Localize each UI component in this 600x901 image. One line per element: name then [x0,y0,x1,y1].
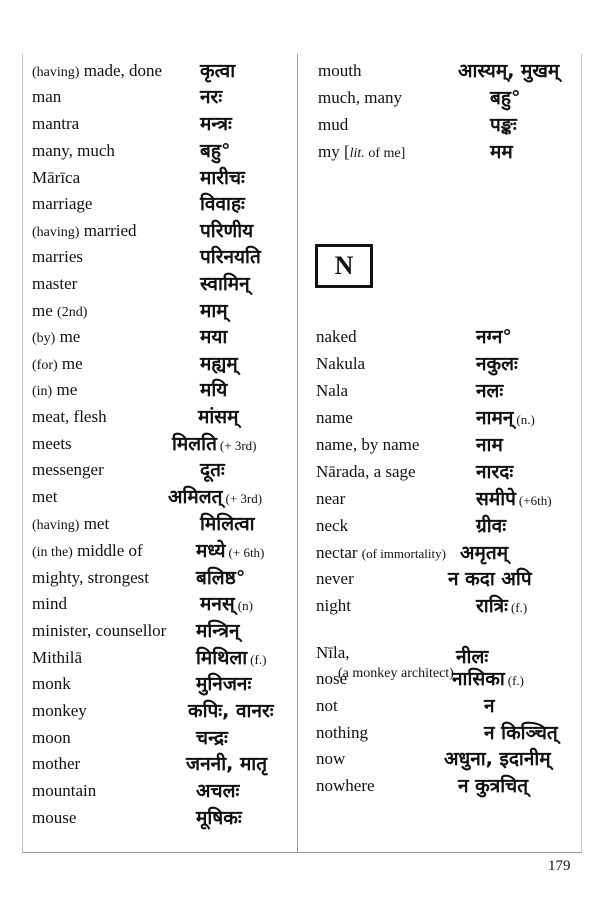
sanskrit-term [200,298,228,324]
term-word: marriage [32,194,93,213]
term-word: Mithilā [32,648,83,667]
sanskrit-word: रात्रिः [476,595,508,617]
sanskrit-term [200,165,245,191]
term-word: nose [316,669,348,688]
term-word: mountain [32,781,97,800]
sanskrit-term [444,746,551,772]
english-term [32,138,115,164]
english-term [32,84,61,110]
english-term [32,698,87,724]
term-word: me [61,354,83,373]
dictionary-entry [316,513,580,539]
sanskrit-word: मह्यम् [200,353,238,375]
dictionary-entry [32,244,290,270]
term-abbreviation: lit. [349,146,365,161]
sanskrit-word: न कदा अपि [448,568,532,590]
english-term [32,618,166,644]
english-term [32,351,83,379]
term-qualifier: (2nd) [57,305,88,320]
dictionary-entry [32,165,290,191]
sanskrit-word: नीलः [456,646,489,668]
sanskrit-term [490,85,520,111]
sanskrit-word: जननी, मातृ [186,753,268,775]
term-word: now [316,749,346,768]
english-term [316,640,350,666]
sanskrit-word: परिनयति [200,246,261,268]
term-word: me [56,380,78,399]
dictionary-entry [32,457,290,483]
term-word: met [32,487,58,506]
sanskrit-word: नरः [200,86,223,108]
english-term [316,693,338,719]
term-word: name, by name [316,435,420,454]
sanskrit-word: मया [200,326,228,348]
dictionary-entry [316,378,580,404]
dictionary-entry [316,593,580,619]
english-term [32,511,109,539]
dictionary-entry [316,666,580,692]
sanskrit-term [172,431,257,459]
english-term [32,165,80,191]
dictionary-entry [318,85,580,111]
term-word: naked [316,327,357,346]
english-term [32,58,162,86]
dictionary-entry [316,351,580,377]
dictionary-entry [32,751,290,777]
dictionary-entry [32,298,290,324]
dictionary-entry [316,773,580,799]
term-qualifier: (having) [32,65,80,80]
sanskrit-term [200,511,255,537]
english-term [32,645,82,671]
sanskrit-word: नाम [476,434,503,456]
dictionary-entry [316,693,580,719]
sanskrit-term [186,751,267,777]
sanskrit-word: बहु° [490,87,521,109]
sanskrit-word: नकुलः [476,353,518,375]
sanskrit-word: मम [490,141,513,163]
term-word: name [316,408,353,427]
sanskrit-term [196,805,242,831]
sanskrit-term [200,324,227,350]
grammar-note: (n) [237,598,253,613]
sanskrit-word: मारीचः [200,167,245,189]
sanskrit-term [476,378,503,404]
english-term [32,244,83,270]
dictionary-entry [32,377,290,403]
sanskrit-term [196,645,266,673]
english-term [316,432,419,458]
term-word: mind [32,594,67,613]
sanskrit-word: कपिः, वानरः [188,700,274,722]
sanskrit-term [200,111,232,137]
term-word: married [83,221,137,240]
dictionary-entry [32,84,290,110]
term-word: middle of [77,541,143,560]
sanskrit-term [200,138,230,164]
sanskrit-term [476,351,518,377]
english-term [32,404,107,430]
term-word: Nala [316,381,349,400]
term-word: many, much [32,141,115,160]
term-word: minister, counsellor [32,621,167,640]
english-term [316,566,354,592]
sanskrit-term [476,486,552,514]
term-word: mouse [32,808,77,827]
page-number: 179 [548,858,571,874]
sanskrit-word: मिथिला [196,647,248,669]
term-word: moon [32,728,71,747]
dictionary-entry [316,405,580,431]
grammar-note: (f.) [507,673,524,688]
sanskrit-term [490,112,517,138]
term-word: mouth [318,61,362,80]
sanskrit-term [200,244,261,270]
english-term [316,351,365,377]
english-term [316,513,348,539]
dictionary-entry [32,645,290,671]
grammar-note: (n.) [516,412,535,427]
column-divider [297,54,298,852]
english-term [32,218,137,246]
term-word: mud [318,115,349,134]
sanskrit-word: चन्द्रः [196,727,228,749]
dictionary-entry [32,618,290,644]
sanskrit-term [200,58,235,84]
sanskrit-word: मन्त्रिन् [196,620,240,642]
sanskrit-word: मांसम् [198,406,239,428]
dictionary-entry [32,565,290,591]
dictionary-entry [32,191,290,217]
sanskrit-word: मयि [200,379,228,401]
sanskrit-word: अचलः [196,780,240,802]
dictionary-entry [316,459,580,485]
english-term [32,484,58,510]
dictionary-entry [32,671,290,697]
english-term [316,720,368,746]
english-term [32,377,77,405]
sanskrit-word: कृत्वा [200,60,236,82]
sanskrit-term [484,720,558,746]
sanskrit-term [476,432,503,458]
english-term [32,565,149,591]
grammar-note: (+ 6th) [228,545,265,560]
term-qualifier: (having) [32,225,80,240]
dictionary-entry [32,511,290,537]
english-term [318,58,361,84]
sanskrit-word: न [484,695,495,717]
english-term [316,486,345,512]
dictionary-entry [316,566,580,592]
dictionary-entry [318,139,580,165]
sanskrit-word: पङ्कः [490,114,517,136]
sanskrit-term [458,58,559,84]
sanskrit-word: विवाहः [200,193,245,215]
dictionary-entry [318,58,580,84]
term-word: met [83,514,110,533]
english-term [32,324,80,352]
english-term [316,593,351,619]
term-word: mantra [32,114,80,133]
term-word: monkey [32,701,87,720]
english-term [316,459,416,485]
english-term [32,191,92,217]
term-word: Nakula [316,354,366,373]
sanskrit-word: न कुत्रचित् [458,775,529,797]
english-term [32,298,87,326]
dictionary-entry [32,431,290,457]
sanskrit-word: नासिका [452,668,505,690]
section-letter-box [315,244,373,288]
sanskrit-term [196,618,240,644]
term-word: me [32,301,53,320]
dictionary-entry [32,778,290,804]
term-qualifier: (in the) [32,545,73,560]
section-letter: N [334,251,354,280]
term-qualifier: (for) [32,358,58,373]
english-term [316,746,345,772]
term-tail: of me] [364,146,406,161]
grammar-note: (f.) [250,652,267,667]
english-term [32,671,71,697]
sanskrit-term [452,666,524,694]
sanskrit-term [188,698,274,724]
sanskrit-term [200,351,238,377]
sanskrit-word: अधुना, इदानीम् [444,748,551,770]
dictionary-entry [32,591,290,617]
term-word: near [316,489,346,508]
dictionary-entry [32,324,290,350]
sanskrit-term [196,538,264,566]
sanskrit-term [448,566,532,592]
term-word: Mārīca [32,168,81,187]
english-term [318,112,348,138]
sanskrit-term [200,84,222,110]
dictionary-entry [316,486,580,512]
sanskrit-term [196,778,239,804]
sanskrit-word: मुनिजनः [196,673,252,695]
sanskrit-word: अमृतम् [460,542,509,564]
term-word: Nārada, a sage [316,462,416,481]
english-term [316,378,348,404]
sanskrit-term [200,218,253,244]
sanskrit-word: नारदः [476,461,514,483]
sanskrit-term [196,565,245,591]
sanskrit-term [200,457,225,483]
term-word: master [32,274,78,293]
sanskrit-word: मन्त्रः [200,113,232,135]
sanskrit-word: मनस् [200,593,235,615]
dictionary-entry [32,271,290,297]
term-word: neck [316,516,349,535]
sanskrit-word: माम् [200,300,228,322]
sanskrit-term [200,191,245,217]
term-word: made, done [83,61,163,80]
sanskrit-term [490,139,513,165]
sanskrit-term [476,459,513,485]
sanskrit-word: नलः [476,380,504,402]
term-qualifier: (having) [32,518,80,533]
sanskrit-term [196,671,251,697]
english-term [32,725,71,751]
sanskrit-term [196,725,228,751]
term-word: Nīla, [316,643,350,662]
dictionary-entry [32,138,290,164]
english-term [318,139,405,167]
dictionary-entry [316,540,580,566]
dictionary-entry [32,58,290,84]
sanskrit-word: नग्न° [476,326,512,348]
sanskrit-term [460,540,508,566]
english-term [32,805,76,831]
dictionary-entry [318,112,580,138]
sanskrit-word: मूषिकः [196,807,242,829]
sanskrit-term [476,513,506,539]
sanskrit-term [200,271,250,297]
english-term [316,324,357,350]
term-word: much, many [318,88,403,107]
sanskrit-word: नामन् [476,407,514,429]
term-word: mother [32,754,81,773]
sanskrit-word: बलिष्ठ° [196,567,246,589]
sanskrit-term [458,773,528,799]
english-term [32,457,104,483]
term-word: night [316,596,351,615]
grammar-note: (+ 3rd) [219,438,257,453]
term-word: nowhere [316,776,375,795]
term-qualifier: (in) [32,384,53,399]
term-word: man [32,87,62,106]
term-word: nectar [316,543,358,562]
english-term [316,666,347,692]
english-term [316,540,446,567]
grammar-note: (f.) [510,600,528,615]
english-term [32,271,77,297]
sanskrit-word: बहु° [200,140,231,162]
term-qualifier: (by) [32,331,56,346]
english-term [316,773,375,799]
dictionary-entry [316,720,580,746]
dictionary-entry [32,218,290,244]
term-subtext: (a monkey architect) [338,666,454,681]
term-word: not [316,696,338,715]
term-word: me [59,327,81,346]
english-term [318,85,402,111]
sanskrit-word: परिणीय [200,220,254,242]
term-word: monk [32,674,71,693]
english-term [32,111,79,137]
sanskrit-term [476,324,512,350]
dictionary-entry [32,698,290,724]
sanskrit-term [476,405,535,433]
sanskrit-term [168,484,262,512]
sanskrit-word: स्वामिन् [200,273,250,295]
english-term [32,591,67,617]
dictionary-entry [316,432,580,458]
sanskrit-term [200,377,227,403]
sanskrit-word: मिलति [172,433,217,455]
term-word: marries [32,247,83,266]
sanskrit-term [198,404,239,430]
grammar-note: (+ 3rd) [225,491,263,506]
english-term [32,778,96,804]
dictionary-entry [32,484,290,510]
english-term [316,405,353,431]
sanskrit-word: समीपे [476,488,516,510]
dictionary-entry [32,111,290,137]
term-qualifier: (of immortality) [361,546,446,561]
dictionary-entry [32,538,290,564]
sanskrit-word: मिलित्वा [200,513,255,535]
english-term [32,431,72,457]
sanskrit-word: मध्ये [196,540,226,562]
term-word: meets [32,434,72,453]
dictionary-entry [316,746,580,772]
dictionary-entry [32,805,290,831]
term-word: meat, flesh [32,407,107,426]
term-word: nothing [316,723,368,742]
term-word: messenger [32,460,104,479]
sanskrit-term [476,593,527,621]
sanskrit-word: दूतः [200,459,225,481]
sanskrit-term [200,591,253,619]
term-word: never [316,569,354,588]
sanskrit-word: ग्रीवः [476,515,507,537]
grammar-note: (+6th) [518,493,552,508]
dictionary-entry [32,351,290,377]
sanskrit-word: अमिलत् [168,486,223,508]
dictionary-entry [32,725,290,751]
sanskrit-word: न किञ्चित् [484,722,558,744]
term-word: my [ [318,142,350,161]
sanskrit-term [484,693,495,719]
english-term [32,751,80,777]
sanskrit-word: आस्यम्, मुखम् [458,60,560,82]
english-term [32,538,143,566]
term-word: mighty, strongest [32,568,149,587]
dictionary-entry [32,404,290,430]
dictionary-entry [316,324,580,350]
